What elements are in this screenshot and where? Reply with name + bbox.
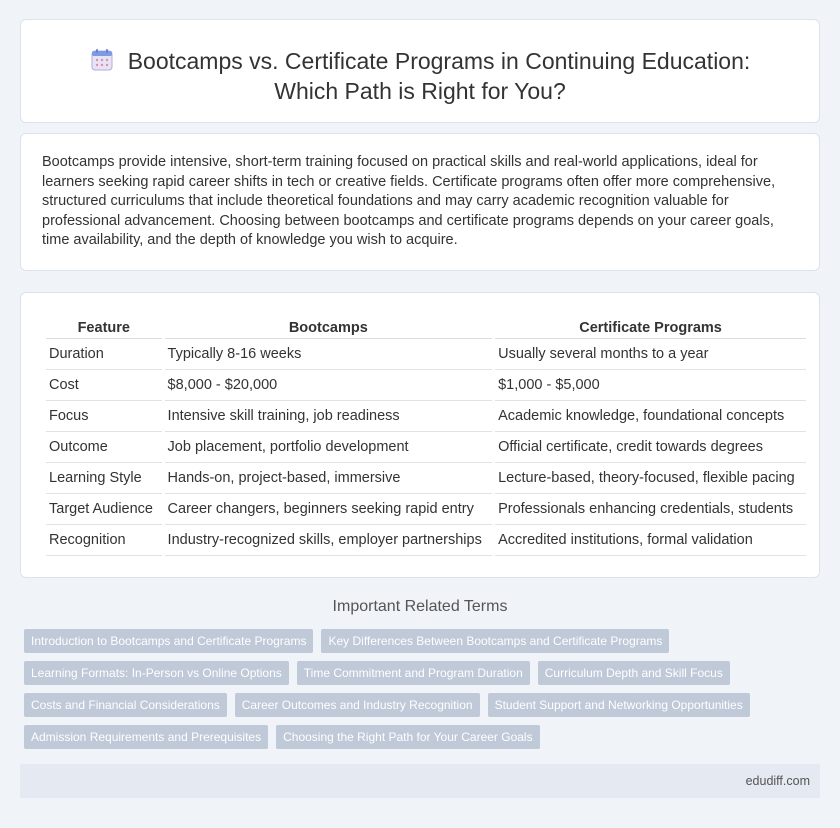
related-terms-list bbox=[24, 629, 794, 757]
related-terms-heading: Important Related Terms bbox=[332, 598, 508, 615]
certificate-cell: Academic knowledge, foundational concepts bbox=[495, 401, 806, 432]
tag-row bbox=[24, 629, 794, 653]
intro-card bbox=[20, 133, 820, 271]
footer bbox=[20, 764, 820, 798]
tag-row bbox=[24, 693, 794, 717]
table-row bbox=[46, 401, 806, 432]
header-certificate-programs: Certificate Programs bbox=[495, 316, 806, 339]
feature-cell: Recognition bbox=[46, 525, 162, 556]
table-row bbox=[46, 525, 806, 556]
related-term-tag[interactable]: Curriculum Depth and Skill Focus bbox=[538, 661, 730, 685]
feature-cell: Target Audience bbox=[46, 494, 162, 525]
calendar-icon bbox=[90, 48, 114, 72]
table-row bbox=[46, 463, 806, 494]
comparison-table bbox=[43, 316, 809, 556]
bootcamps-cell: Career changers, beginners seeking rapid entry bbox=[165, 494, 493, 525]
comparison-card bbox=[20, 292, 820, 578]
page-title bbox=[21, 46, 819, 106]
related-term-tag[interactable]: Time Commitment and Program Duration bbox=[297, 661, 530, 685]
feature-cell: Focus bbox=[46, 401, 162, 432]
related-term-tag[interactable]: Choosing the Right Path for Your Career Goals bbox=[276, 725, 539, 749]
header-card bbox=[20, 19, 820, 123]
related-term-tag[interactable]: Costs and Financial Considerations bbox=[24, 693, 227, 717]
related-term-tag[interactable]: Career Outcomes and Industry Recognition bbox=[235, 693, 480, 717]
intro-paragraph: Bootcamps provide intensive, short-term training focused on practical skills and real-world applications, ideal for learners seeking rapid career shifts in tech or creative fields. Certificate programs often offer more comprehensive, structured curriculums that include theoretical foundations and may carry academic recognition valuable for professional advancement. Choosing between bootcamps and certificate programs depends on your career goals, time availability, and the depth of knowledge you wish to acquire. bbox=[42, 154, 776, 249]
table-row bbox=[46, 370, 806, 401]
certificate-cell: Professionals enhancing credentials, students bbox=[495, 494, 806, 525]
title-line-2: Which Path is Right for You? bbox=[274, 78, 566, 104]
bootcamps-cell: $8,000 - $20,000 bbox=[165, 370, 493, 401]
tag-row bbox=[24, 725, 794, 749]
related-term-tag[interactable]: Key Differences Between Bootcamps and Certificate Programs bbox=[321, 629, 669, 653]
bootcamps-cell: Industry-recognized skills, employer partnerships bbox=[165, 525, 493, 556]
table-row bbox=[46, 339, 806, 370]
bootcamps-cell: Job placement, portfolio development bbox=[165, 432, 493, 463]
bootcamps-cell: Typically 8-16 weeks bbox=[165, 339, 493, 370]
feature-cell: Learning Style bbox=[46, 463, 162, 494]
certificate-cell: Lecture-based, theory-focused, flexible pacing bbox=[495, 463, 806, 494]
header-feature: Feature bbox=[46, 316, 162, 339]
feature-cell: Cost bbox=[46, 370, 162, 401]
certificate-cell: $1,000 - $5,000 bbox=[495, 370, 806, 401]
related-term-tag[interactable]: Admission Requirements and Prerequisites bbox=[24, 725, 268, 749]
certificate-cell: Accredited institutions, formal validation bbox=[495, 525, 806, 556]
table-row bbox=[46, 494, 806, 525]
related-term-tag[interactable]: Learning Formats: In-Person vs Online Options bbox=[24, 661, 289, 685]
footer-brand[interactable]: edudiff.com bbox=[745, 774, 810, 788]
bootcamps-cell: Intensive skill training, job readiness bbox=[165, 401, 493, 432]
bootcamps-cell: Hands-on, project-based, immersive bbox=[165, 463, 493, 494]
certificate-cell: Official certificate, credit towards degrees bbox=[495, 432, 806, 463]
related-term-tag[interactable]: Introduction to Bootcamps and Certificate Programs bbox=[24, 629, 313, 653]
tag-row bbox=[24, 661, 794, 685]
title-line-1: Bootcamps vs. Certificate Programs in Continuing Education: bbox=[127, 48, 751, 74]
table-row bbox=[46, 432, 806, 463]
header-bootcamps: Bootcamps bbox=[165, 316, 493, 339]
feature-cell: Duration bbox=[46, 339, 162, 370]
certificate-cell: Usually several months to a year bbox=[495, 339, 806, 370]
feature-cell: Outcome bbox=[46, 432, 162, 463]
table-header-row bbox=[46, 316, 806, 339]
related-term-tag[interactable]: Student Support and Networking Opportunities bbox=[488, 693, 750, 717]
